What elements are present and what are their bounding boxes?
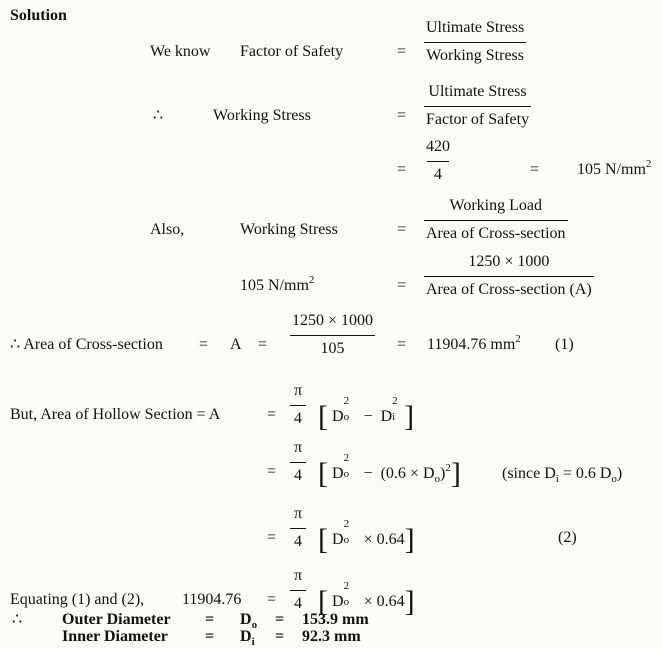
row6-eq3: =: [397, 336, 407, 353]
equation-tag-2: (2): [558, 529, 577, 546]
row6-result: 11904.76 $mm^2$: [427, 333, 521, 353]
row8-note: (since $D_i = 0.6$ $D_o$): [502, 465, 623, 485]
row3-num: 420: [426, 138, 450, 155]
row10-den: 4: [294, 595, 302, 612]
row4-fraction: [424, 198, 568, 242]
row5-lhs: 105 $N/mm^2$: [240, 274, 315, 294]
row2-den: Factor of Safety: [426, 111, 530, 128]
inner-diameter-value: 92.3 mm: [302, 628, 361, 645]
outer-diameter-label: Outer Diameter: [62, 611, 171, 628]
row5-fraction: [424, 254, 594, 298]
row6-num: 1250 × 1000: [292, 312, 374, 329]
row1-prefix: We know: [150, 43, 211, 60]
row8-expression: [ D 2 o − $(0.6 \times D_o)^2$]: [318, 452, 461, 490]
row1-fraction: [424, 20, 526, 64]
row2-num: Ultimate Stress: [428, 83, 527, 100]
row10-value: 11904.76: [182, 591, 242, 608]
row10-expression: [ D 2 o × 0.64]: [318, 580, 415, 618]
row7-num: π: [293, 382, 303, 399]
final-therefore-symbol: ∴: [12, 611, 23, 628]
row6-den: 105: [320, 340, 345, 357]
row4-eq: =: [397, 221, 407, 238]
row1-den: Working Stress: [426, 47, 525, 64]
row9-eq: =: [267, 529, 277, 546]
row9-fraction: [290, 506, 306, 550]
row5-eq: =: [397, 277, 407, 294]
row2-lhs: Working Stress: [213, 107, 311, 124]
equation-tag-1: (1): [555, 336, 574, 353]
row8-num: π: [293, 439, 303, 456]
outer-diameter-symbol: $D_o$: [240, 611, 258, 631]
outer-diameter-eq: =: [205, 611, 215, 628]
row10-num: π: [293, 567, 303, 584]
outer-diameter-value: 153.9 mm: [302, 611, 369, 628]
row9-den: 4: [294, 533, 302, 550]
therefore-symbol: ∴: [153, 107, 164, 124]
row1-lhs: Factor of Safety: [240, 43, 344, 60]
row5-den: Area of Cross-section (A): [426, 281, 592, 298]
row6-lhs: ∴ Area of Cross-section: [10, 336, 163, 353]
row3-result: 105 $N/mm^2$: [577, 158, 652, 178]
solution-heading: Solution: [10, 7, 67, 24]
row6-eq2: =: [258, 336, 268, 353]
row4-lhs: Working Stress: [240, 221, 338, 238]
row3-eq2: =: [530, 161, 540, 178]
row8-den: 4: [294, 467, 302, 484]
row7-expression: [ D 2 o − D 2 i ]: [318, 395, 415, 433]
row6-eq: =: [199, 336, 209, 353]
inner-diameter-label: Inner Diameter: [62, 628, 168, 645]
row4-prefix: Also,: [150, 221, 185, 238]
row9-num: π: [293, 505, 303, 522]
row10-lhs: Equating (1) and (2),: [10, 591, 145, 608]
row4-den: Area of Cross-section: [426, 225, 566, 242]
row5-num: 1250 × 1000: [468, 253, 550, 270]
row4-num: Working Load: [449, 197, 542, 214]
row6-var: A: [230, 336, 242, 353]
row9-expression: [ D 2 o × 0.64]: [318, 518, 415, 556]
inner-diameter-symbol: $D_i$: [240, 628, 255, 648]
row8-eq: =: [267, 463, 277, 480]
outer-diameter-eq2: =: [275, 611, 285, 628]
row7-lhs: But, Area of Hollow Section = A: [10, 406, 221, 423]
row7-fraction: [290, 383, 306, 427]
row2-eq: =: [397, 107, 407, 124]
row1-eq: =: [397, 43, 407, 60]
row7-eq: =: [267, 406, 277, 423]
inner-diameter-eq2: =: [275, 628, 285, 645]
row1-num: Ultimate Stress: [426, 19, 525, 36]
row8-fraction: [290, 440, 306, 484]
row3-fraction: [424, 139, 452, 183]
row2-fraction: [424, 84, 531, 128]
row10-fraction: [290, 568, 306, 612]
row10-eq: =: [267, 591, 277, 608]
inner-diameter-eq: =: [205, 628, 215, 645]
row3-eq: =: [397, 161, 407, 178]
row3-den: 4: [434, 166, 442, 183]
row6-fraction: [290, 313, 375, 357]
row7-den: 4: [294, 410, 302, 427]
